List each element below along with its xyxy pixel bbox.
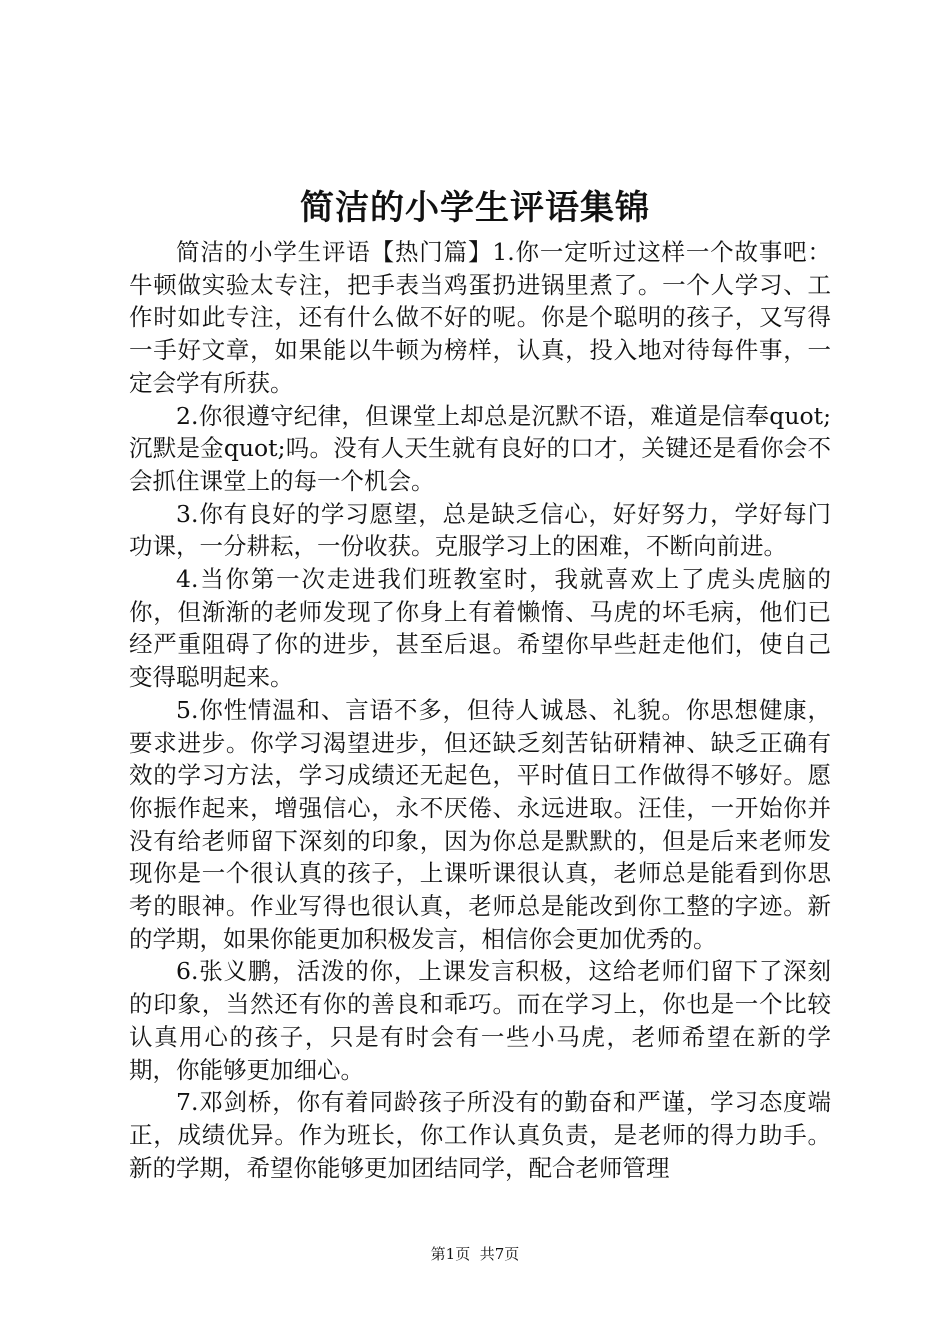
paragraph-2: 2.你很遵守纪律，但课堂上却总是沉默不语，难道是信奉quot;沉默是金quot;吗。没有人天生就有良好的口才，关键还是看你会不会抓住课堂上的每一个机会。 (129, 401, 831, 495)
paragraph-intro: 简洁的小学生评语【热门篇】1.你一定听过这样一个故事吧：牛顿做实验太专注，把手表当鸡蛋扔进锅里煮了。一个人学习、工作时如此专注，还有什么做不好的呢。你是个聪明的孩子，又写得一手好文章，如果能以牛顿为榜样，认真，投入地对待每件事，一定会学有所获。 (129, 238, 831, 397)
paragraph-7: 7.邓剑桥，你有着同龄孩子所没有的勤奋和严谨，学习态度端正，成绩优异。作为班长，你工作认真负责，是老师的得力助手。新的学期，希望你能够更加团结同学，配合老师管理 (129, 1088, 831, 1182)
document-body (129, 236, 831, 1184)
paragraph-4: 4.当你第一次走进我们班教室时，我就喜欢上了虎头虎脑的你，但渐渐的老师发现了你身上有着懒惰、马虎的坏毛病，他们已经严重阻碍了你的进步，甚至后退。希望你早些赶走他们，使自己变得聪明起来。 (129, 565, 831, 692)
page-total: 共7页 (479, 1245, 520, 1263)
paragraph-3: 3.你有良好的学习愿望，总是缺乏信心，好好努力，学好每门功课，一分耕耘，一份收获。克服学习上的困难，不断向前进。 (129, 499, 831, 561)
document-title: 简洁的小学生评语集锦 (300, 188, 650, 228)
paragraph-6: 6.张义鹏，活泼的你，上课发言积极，这给老师们留下了深刻的印象，当然还有你的善良和乖巧。而在学习上，你也是一个比较认真用心的孩子，只是有时会有一些小马虎，老师希望在新的学期，你能够更加细心。 (129, 957, 831, 1084)
page-number: 第1页 (430, 1245, 471, 1263)
paragraph-5: 5.你性情温和、言语不多，但待人诚恳、礼貌。你思想健康，要求进步。你学习渴望进步，但还缺乏刻苦钻研精神、缺乏正确有效的学习方法，学习成绩还无起色，平时值日工作做得不够好。愿你振作起来，增强信心，永不厌倦、永远进取。汪佳，一开始你并没有给老师留下深刻的印象，因为你总是默默的，但是后来老师发现你是一个很认真的孩子，上课听课很认真，老师总是能看到你思考的眼神。作业写得也很认真，老师总是能改到你工整的字迹。新的学期，如果你能更加积极发言，相信你会更加优秀的。 (129, 695, 831, 953)
page-footer (0, 1244, 950, 1264)
footer-separator (470, 1245, 480, 1263)
